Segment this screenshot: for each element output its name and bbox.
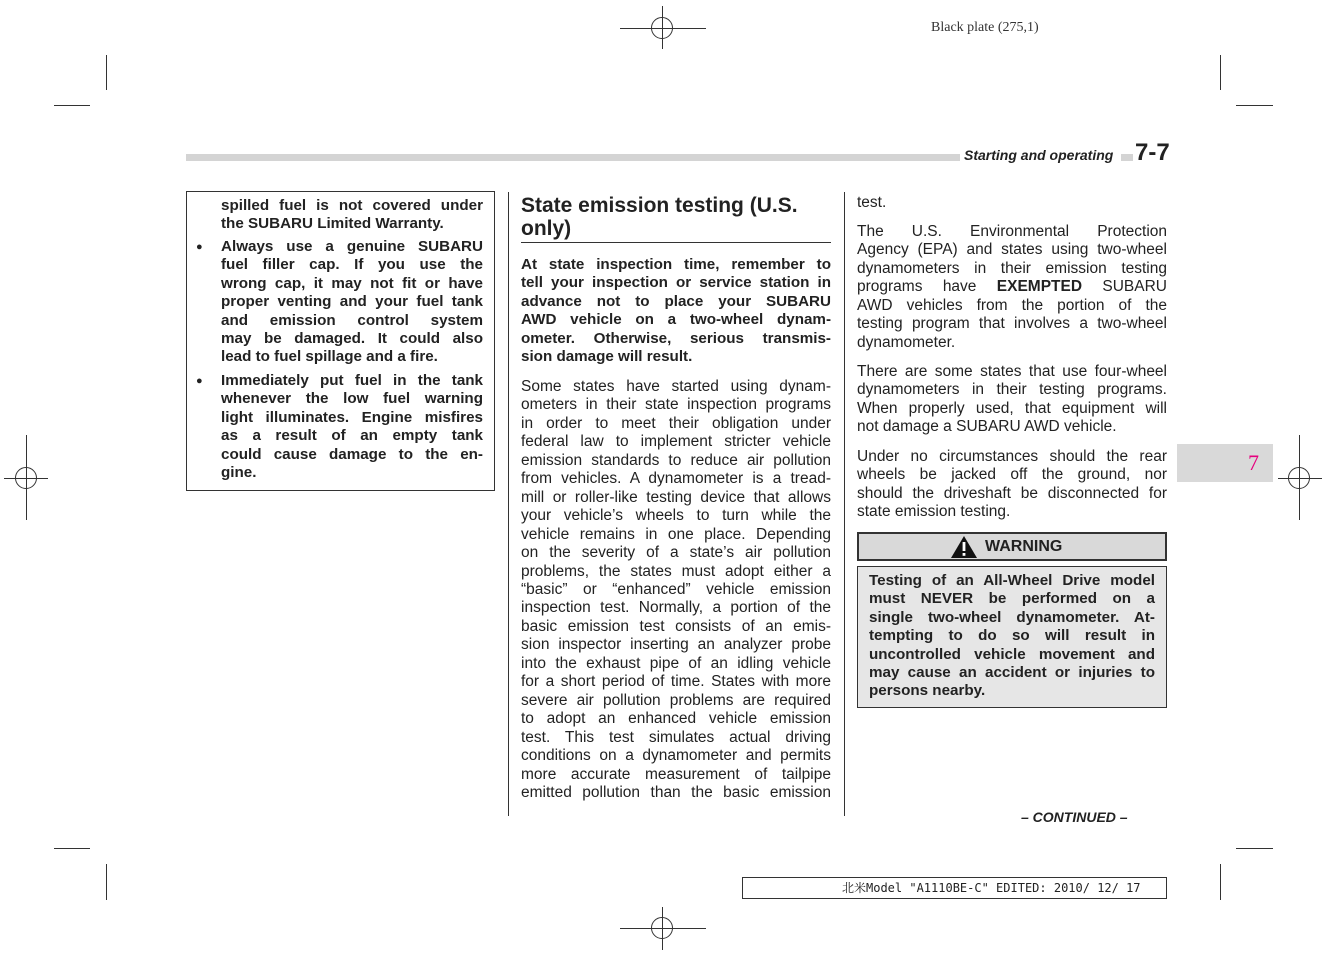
chapter-tab-number: 7	[1248, 450, 1259, 475]
warning-header	[857, 532, 1167, 561]
four-wheel-paragraph: There are some states that use four-wheel dynamometers in their testing programs. When properly used, that equipment will not damage a SUBARU AWD vehicle.	[857, 363, 1167, 436]
section-heading: State emission testing (U.S. only)	[521, 194, 798, 240]
exempted-emphasis: EXEMPTED	[996, 278, 1083, 296]
heading-rule	[521, 242, 831, 243]
plate-label: Black plate (275,1)	[931, 20, 1039, 35]
bullet-low-fuel: Immediately put fuel in the tank whenever the low fuel warning light illuminates. Engine misfires as a result of an empty tank could cause damage to the en- gine.	[221, 372, 483, 482]
warning-text: Testing of an All-Wheel Drive model must NEVER be performed on a single two-wheel dynamometer. At- tempting to do so will result in uncontrolled vehicle movement and may cause an accident or injuries to persons nearby.	[869, 572, 1155, 700]
continued-label: – CONTINUED –	[1021, 809, 1128, 825]
warning-label: WARNING	[985, 538, 1063, 555]
warning-body	[857, 566, 1167, 708]
jacking-paragraph: Under no circumstances should the rear wheels be jacked off the ground, nor should the driveshaft be disconnected for state emission testing.	[857, 448, 1167, 521]
page-number: 7-7	[1135, 139, 1170, 166]
fuel-warning-text: spilled fuel is not covered under the SUBARU Limited Warranty.	[221, 197, 483, 233]
caution-paragraph: At state inspection time, remember to tell your inspection or service station in advance not to place your SUBARU AWD vehicle on a two-wheel dynam- ometer. Otherwise, serious transmis- sion damage will result.	[521, 256, 831, 366]
continued-text: test.	[857, 194, 887, 211]
column-divider-left	[508, 192, 509, 816]
edit-info-text: 北米Model "A1110BE-C" EDITED: 2010/ 12/ 17	[842, 881, 1141, 895]
dynamometer-paragraph: Some states have started using dynam- ometers in their state inspection programs in order to meet their obligation under federal law to implement stricter vehicle emission standards to reduce air pollution from vehicles. A dynamometer is a tread- mill or roller-like testing device that allows your vehicle’s wheels to turn while the vehicle remains in one place. Depending on the severity of a state’s air pollution problems, the states must adopt either a “basic” or “enhanced” vehicle emission inspection test. Normally, a portion of the basic emission test consists of an emis- sion inspector inserting an analyzer probe into the exhaust pipe of an idling vehicle for a short period of time. States with more severe air pollution problems are required to adopt an enhanced vehicle emission test. This test simulates actual driving conditions on a dynamometer and permits more accurate measurement of tailpipe emitted pollution than the basic emission	[521, 378, 831, 801]
bullet-genuine-cap: Always use a genuine SUBARU fuel filler cap. If you use the wrong cap, it may not fit or have proper venting and your fuel tank and emission control system may be damaged. It could also lead to fuel spillage and a fire.	[221, 238, 483, 366]
epa-paragraph: The U.S. Environmental Protection Agency (EPA) and states using two-wheel dynamometers in their emission testing programs have EXEMPTED SUBARU AWD vehicles from the portion of the testing program that involves a two-wheel dynamometer.	[857, 223, 1167, 351]
bullet-dot: ●	[196, 241, 203, 253]
bullet-dot: ●	[196, 375, 203, 387]
warning-triangle-icon	[950, 535, 978, 559]
section-title: Starting and operating	[960, 147, 1121, 163]
column-divider-right	[844, 192, 845, 816]
